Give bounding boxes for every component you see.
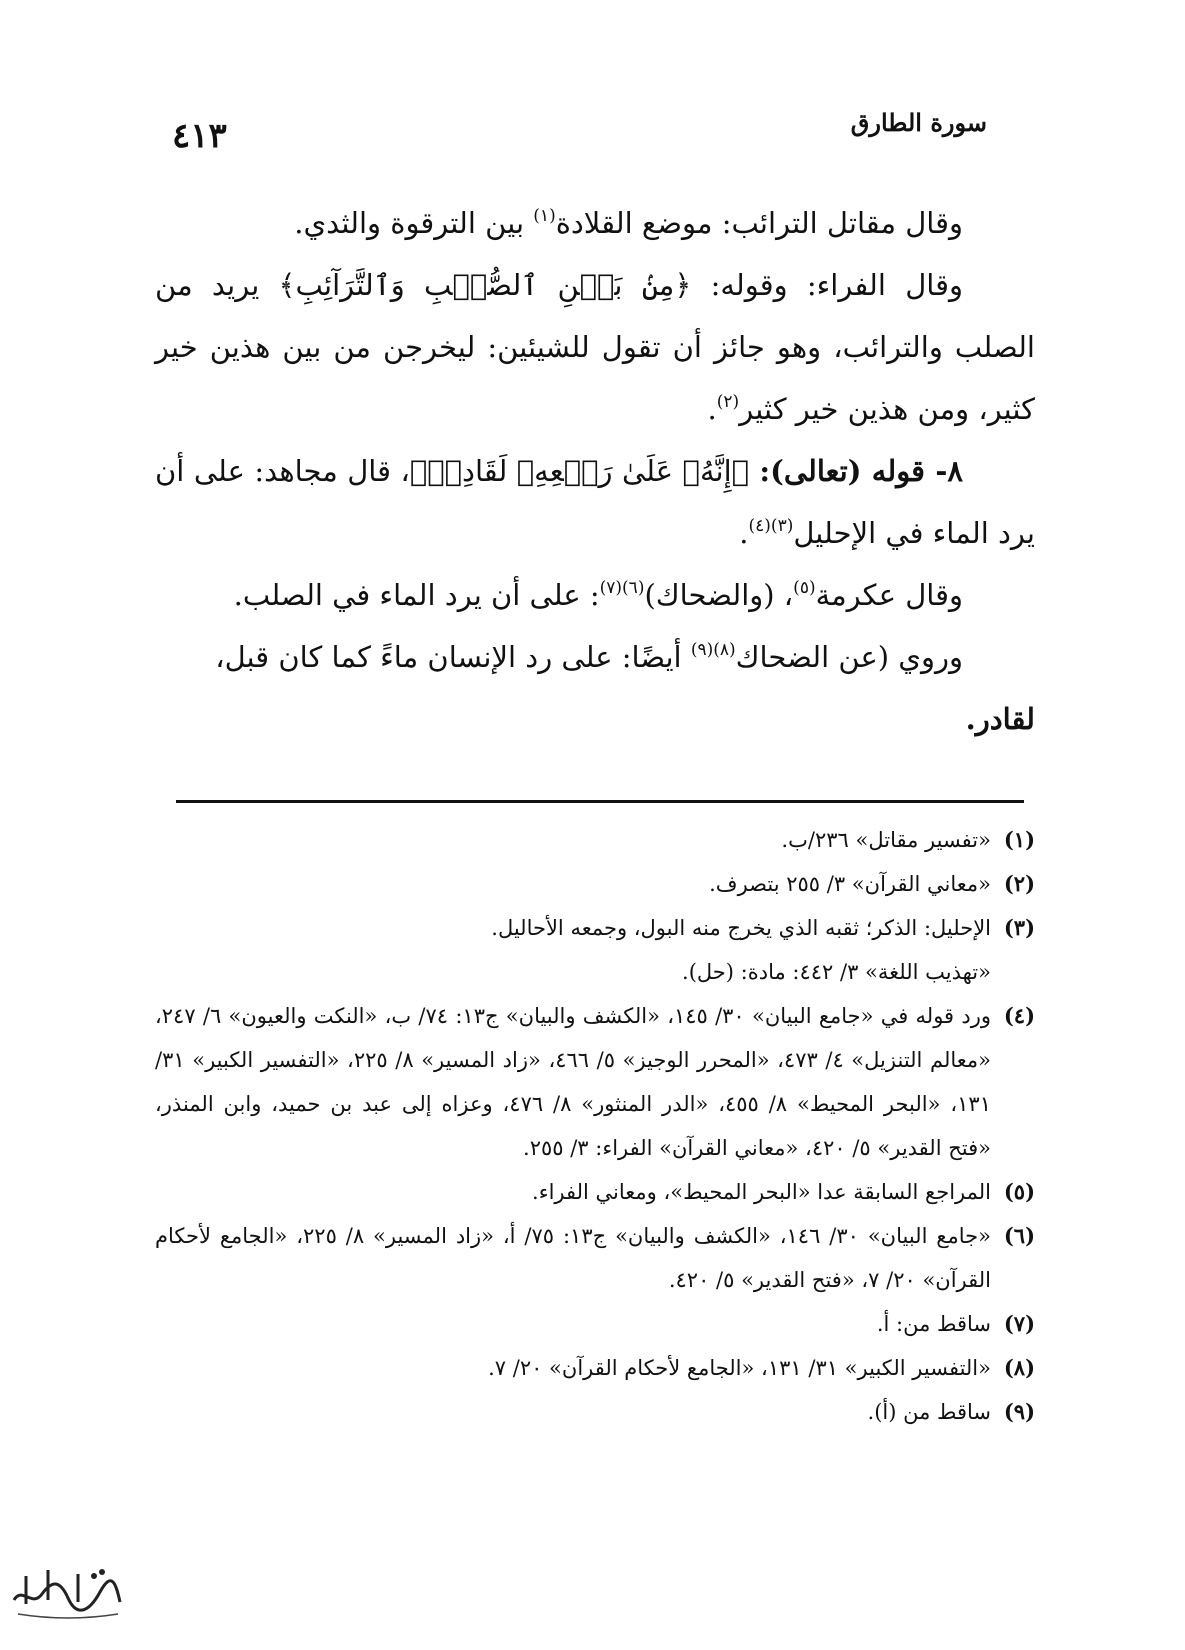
text-run: ، قال مجاهد: على أن يرد الماء في الإحليل xyxy=(155,454,1035,550)
main-text xyxy=(155,192,1035,750)
paragraph-end: لقادر. xyxy=(965,702,1035,736)
footnote-text: الإحليل: الذكر؛ ثقبه الذي يخرج منه البول، وجمعه الأحاليل. xyxy=(491,916,991,940)
footnote-text: المراجع السابقة عدا «البحر المحيط»، ومعاني الفراء. xyxy=(532,1180,991,1204)
footnote-ref: (٥) xyxy=(793,578,816,598)
footnotes xyxy=(155,818,1035,1434)
footnote-ref: (١) xyxy=(533,206,556,226)
text-run: وقال الفراء: وقوله: xyxy=(691,268,963,302)
text-run: بين الترقوة والثدي. xyxy=(294,206,534,240)
footnote xyxy=(155,1302,1035,1346)
footnote-text: ساقط من: أ. xyxy=(876,1312,991,1336)
text-run: وروي (عن الضحاك xyxy=(735,640,963,674)
quran-verse: ﴿إِنَّهُۥ عَلَىٰ رَجۡعِهِۦ لَقَادِرٞ﴾ xyxy=(409,454,750,488)
footnote xyxy=(155,906,1035,994)
footnote-ref: (٦)(٧) xyxy=(599,578,645,598)
footnote-ref: (٨)(٩) xyxy=(690,640,736,660)
footnote-ref: (٣)(٤) xyxy=(748,516,794,536)
text-run: . xyxy=(739,516,749,550)
text-run: أيضًا: على رد الإنسان ماءً كما كان قبل، xyxy=(215,640,691,674)
footnote-number: (٣) xyxy=(1003,915,1035,940)
paragraph-muqatil xyxy=(155,192,1035,254)
paragraph-verse-8 xyxy=(155,440,1035,564)
text-run: . xyxy=(707,392,717,426)
footnote-text: «معاني القرآن» ٣/ ٢٥٥ بتصرف. xyxy=(709,872,991,896)
footnote xyxy=(155,1390,1035,1434)
footnote-number: (٨) xyxy=(1003,1355,1035,1380)
footnote-ref: (٢) xyxy=(716,392,740,412)
verse-number: ٨- قوله (تعالى): xyxy=(749,454,963,488)
footnote-text: «تهذيب اللغة» ٣/ ٤٤٢: مادة: (حل). xyxy=(682,960,991,984)
text-run: : على أن يرد الماء في الصلب. xyxy=(233,578,600,612)
footnote-text: «جامع البيان» ٣٠/ ١٤٦، «الكشف والبيان» ج١٣: ٧٥/ أ، «زاد المسير» ٨/ ٢٢٥، «الجامع لأحكام القرآن» ٢٠/ ٧، «فتح القدير» ٥/ ٤٢٠. xyxy=(155,1224,991,1292)
footnote-number: (٤) xyxy=(1003,1003,1035,1028)
watermark-logo xyxy=(8,1556,126,1626)
footnote-text: «التفسير الكبير» ٣١/ ١٣١، «الجامع لأحكام القرآن» ٢٠/ ٧. xyxy=(488,1356,991,1380)
footnote-number: (٦) xyxy=(1003,1223,1035,1248)
footnote-text: ساقط من (أ). xyxy=(867,1400,991,1424)
footnote-number: (٧) xyxy=(1003,1311,1035,1336)
paragraph-ikrima xyxy=(155,564,1035,626)
quran-verse: ﴿مِنۢ بَيۡنِ ٱلصُّلۡبِ وَٱلتَّرَآئِبِ﴾ xyxy=(278,268,692,302)
text-run: وقال مقاتل الترائب: موضع القلادة xyxy=(555,206,963,240)
footnote xyxy=(155,1170,1035,1214)
footnote-number: (٢) xyxy=(1003,871,1035,896)
footnote-separator xyxy=(176,800,1024,803)
footnote-text: «تفسير مقاتل» ٢٣٦/ب. xyxy=(781,828,991,852)
footnote xyxy=(155,818,1035,862)
footnote-text: ورد قوله في «جامع البيان» ٣٠/ ١٤٥، «الكشف والبيان» ج١٣: ٧٤/ ب، «النكت والعيون» ٦/ ٢٤٧، «معالم التنزيل» ٤/ ٤٧٣، «المحرر الوجيز» ٥/ ٤٦٦، «زاد المسير» ٨/ ٢٢٥، «التفسير الكبير» ٣١/ ١٣١، «البحر المحيط» ٨/ ٤٥٥، «الدر المنثور» ٨/ ٤٧٦، وعزاه إلى عبد بن حميد، وابن المنذر، «فتح القدير» ٥/ ٤٢٠، «معاني القرآن» الفراء: ٣/ ٢٥٥. xyxy=(155,1004,991,1160)
footnote-number: (٥) xyxy=(1003,1179,1035,1204)
footnote xyxy=(155,1346,1035,1390)
text-run: ، (والضحاك) xyxy=(644,578,794,612)
footnote xyxy=(155,994,1035,1170)
footnote xyxy=(155,1214,1035,1302)
footnote-number: (٩) xyxy=(1003,1399,1035,1424)
page-number: ٤١٣ xyxy=(172,116,227,156)
text-run: وقال عكرمة xyxy=(815,578,963,612)
surah-title: سورة الطارق xyxy=(850,108,987,137)
paragraph-farra xyxy=(155,254,1035,440)
paragraph-dahhak xyxy=(155,626,1035,688)
text-run: يريد من الصلب والترائب، وهو جائز أن تقول للشيئين: ليخرجن من بين هذين خير كثير، ومن هذين خير كثير xyxy=(155,268,1035,426)
footnote xyxy=(155,862,1035,906)
footnote-number: (١) xyxy=(1003,827,1035,852)
